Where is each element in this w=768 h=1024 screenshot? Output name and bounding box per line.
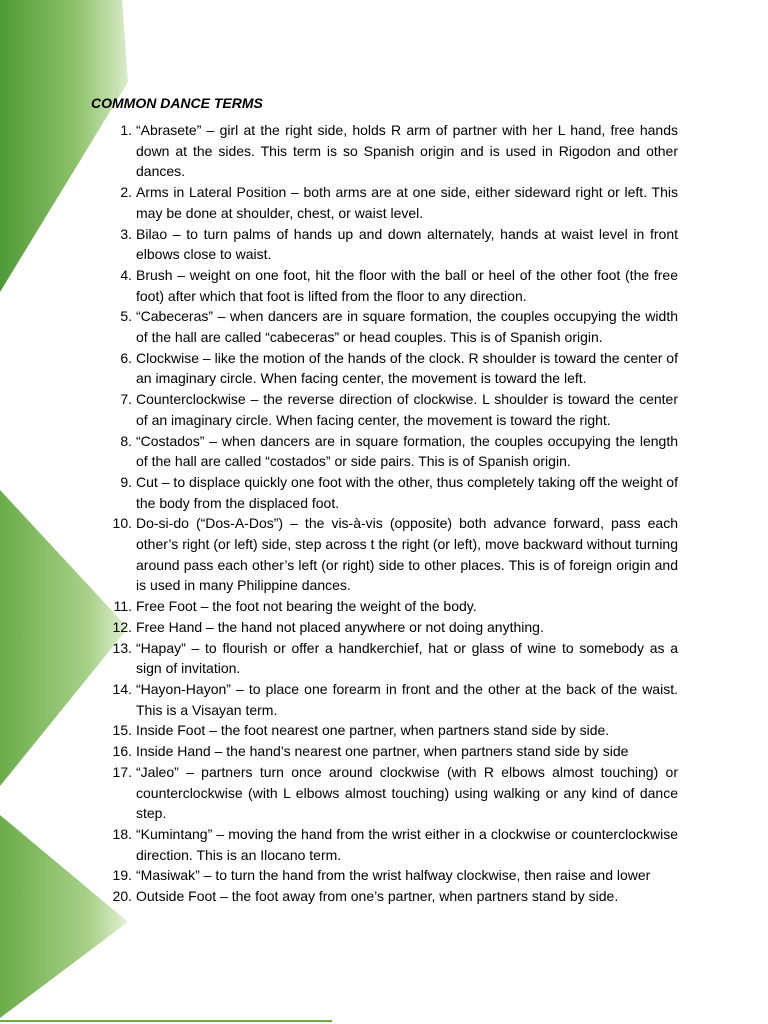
list-item [106, 886, 678, 907]
list-item [106, 224, 678, 265]
list-item-number: 15. [112, 722, 132, 739]
list-item [106, 348, 678, 389]
list-item [106, 617, 678, 638]
list-item-text: Free Foot – the foot not bearing the weight of the body. [136, 598, 477, 615]
list-item-number: 16. [112, 743, 132, 760]
list-item-text: Outside Foot – the foot away from one’s partner, when partners stand by side. [136, 888, 619, 905]
list-item [106, 513, 678, 596]
bottom-rule [0, 1020, 332, 1022]
list-item [106, 120, 678, 182]
list-item-number: 13. [112, 639, 132, 656]
list-item-text: “Kumintang” – moving the hand from the wrist either in a clockwise or counterclockwise direction. This is an Ilocano term. [136, 825, 678, 863]
list-item [106, 472, 678, 513]
list-item-text: “Costados” – when dancers are in square formation, the couples occupying the length of the hall are called “costados” or side pairs. This is of Spanish origin. [136, 432, 678, 470]
list-item-text: Clockwise – like the motion of the hands of the clock. R shoulder is toward the center of an imaginary circle. When facing center, the movement is toward the left. [136, 349, 678, 387]
list-item-text: Inside Foot – the foot nearest one partner, when partners stand side by side. [136, 722, 610, 739]
list-item-text: “Abrasete” – girl at the right side, holds R arm of partner with her L hand, free hands down at the sides. This term is so Spanish origin and is used in Rigodon and other dances. [136, 122, 678, 180]
list-item-number: 8. [120, 432, 132, 449]
list-item-number: 10. [112, 515, 132, 532]
dance-terms-list [106, 120, 678, 907]
list-item [106, 638, 678, 679]
list-item [106, 720, 678, 741]
list-item-number: 1. [120, 122, 132, 138]
list-item-text: Brush – weight on one foot, hit the floor with the ball or heel of the other foot (the free foot) after which that foot is lifted from the floor to any direction. [136, 266, 678, 304]
list-item-number: 17. [112, 763, 132, 780]
list-item-number: 5. [120, 308, 132, 325]
list-item-text: Do-si-do (“Dos-A-Dos”) – the vis-à-vis (opposite) both advance forward, pass each other’s right (or left) side, step across t the right (or left), move backward without turning around pass each other’s left (or right) side to other places. This is of foreign origin and is used in many Philippine dances. [136, 515, 678, 594]
list-item [106, 389, 678, 430]
list-item [106, 741, 678, 762]
list-item-number: 7. [120, 391, 132, 408]
list-item-number: 12. [112, 618, 132, 635]
list-item [106, 865, 678, 886]
list-item [106, 824, 678, 865]
list-item-number: 11. [113, 598, 132, 615]
list-item [106, 431, 678, 472]
list-item [106, 762, 678, 824]
list-item-text: “Jaleo” – partners turn once around clockwise (with R elbows almost touching) or counterclockwise (with L elbows almost touching) using walking or any kind of dance step. [136, 763, 678, 822]
list-item-number: 18. [112, 825, 132, 842]
list-item-text: Inside Hand – the hand’s nearest one partner, when partners stand side by side [136, 743, 629, 760]
list-item-number: 2. [120, 184, 132, 201]
list-item-text: “Hayon-Hayon” – to place one forearm in front and the other at the back of the waist. This is a Visayan term. [136, 680, 678, 718]
list-item-number: 14. [112, 680, 132, 697]
list-item [106, 306, 678, 347]
list-item-text: “Hapay” – to flourish or offer a handkerchief, hat or glass of wine to somebody as a sign of invitation. [136, 639, 678, 677]
list-item-number: 3. [120, 225, 132, 242]
list-item [106, 596, 678, 617]
list-item-text: “Masiwak” – to turn the hand from the wrist halfway clockwise, then raise and lower [136, 867, 651, 884]
list-item-number: 6. [120, 349, 132, 366]
list-item-number: 9. [120, 473, 132, 490]
page-title: COMMON DANCE TERMS [91, 95, 263, 111]
list-item [106, 265, 678, 306]
list-item-number: 19. [112, 867, 132, 884]
list-item-text: “Cabeceras” – when dancers are in square formation, the couples occupying the width of the hall are called “cabeceras” or head couples. This is of Spanish origin. [136, 308, 678, 346]
list-item-text: Counterclockwise – the reverse direction of clockwise. L shoulder is toward the center of an imaginary circle. When facing center, the movement is toward the right. [136, 391, 678, 428]
list-item-text: Bilao – to turn palms of hands up and down alternately, hands at waist level in front elbows close to waist. [136, 225, 678, 263]
list-item-number: 20. [112, 888, 132, 905]
list-item-number: 4. [120, 266, 132, 283]
list-item-text: Arms in Lateral Position – both arms are at one side, either sideward right or left. This may be done at shoulder, chest, or waist level. [136, 184, 678, 221]
list-item [106, 679, 678, 720]
list-item-text: Cut – to displace quickly one foot with the other, thus completely taking off the weight of the body from the displaced foot. [136, 473, 678, 511]
list-item-text: Free Hand – the hand not placed anywhere or not doing anything. [136, 618, 544, 635]
list-item [106, 182, 678, 223]
